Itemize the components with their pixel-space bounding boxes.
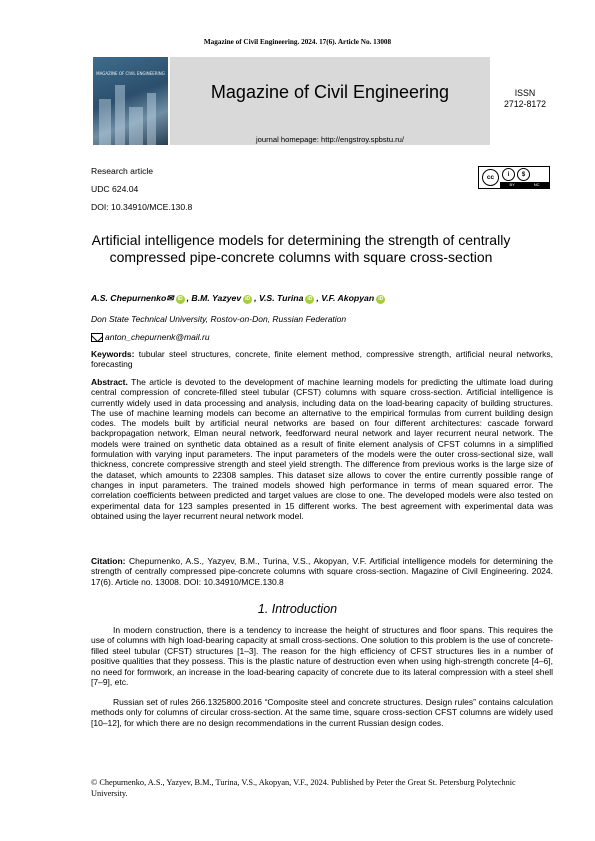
cc-nc-label: NC [533, 182, 540, 187]
affiliation: Don State Technical University, Rostov-on-Don, Russian Federation [91, 314, 347, 324]
issn-block [496, 88, 554, 110]
keywords [91, 349, 553, 370]
keywords-text: tubular steel structures, concrete, finite element method, compressive strength, artificial neural networks, forecasting [91, 349, 553, 370]
journal-homepage-link[interactable]: journal homepage: http://engstroy.spbstu.ru/ [255, 135, 405, 144]
citation [91, 556, 553, 587]
envelope-icon [91, 333, 103, 342]
author-list: A.S. Chepurnenko✉ iD , B.M. Yazyev iD , V.S. Turina iD , V.F. Akopyan iD [91, 293, 384, 303]
cover-title: MAGAZINE OF CIVIL ENGINEERING [96, 71, 165, 76]
author-4: V.F. Akopyan [321, 293, 375, 303]
journal-title: Magazine of Civil Engineering [210, 82, 450, 102]
author-2: B.M. Yazyev [191, 293, 242, 303]
intro-paragraph-1: In modern construction, there is a tendency to increase the height of structures and floor spans. This requires the use of columns with high load-bearing capacity at small cross-sections. One solution to this problem is the use of concrete-filled steel tubular (CFST) structures [1–3]. The reason for the high efficiency of CFST structures lies in a number of positive qualities that they possess. This is the plastic nature of destruction even when using high-strength concrete [4–6], no need for formwork, an increase in the load-bearing capacity of concrete due to its lateral compression with a steel shell [7–9], etc. [91, 625, 553, 688]
issn-label: ISSN [514, 88, 536, 98]
article-type: Research article [91, 166, 154, 176]
running-head: Magazine of Civil Engineering. 2024. 17(6). Article No. 13008 [203, 38, 392, 46]
orcid-icon[interactable]: iD [177, 296, 183, 302]
cc-by-label: BY [509, 182, 515, 187]
attribution-icon: i [502, 168, 515, 181]
corresponding-email [91, 332, 210, 342]
copyright-footer: © Chepurnenko, A.S., Yazyev, B.M., Turina, V.S., Akopyan, V.F., 2024. Published by Peter the Great St. Petersburg Polytechnic University. [91, 778, 516, 798]
email-address[interactable]: anton_chepurnenk@mail.ru [105, 332, 210, 342]
abstract-text: The article is devoted to the development of machine learning models for predicting the ultimate load during central compression of concrete-filled steel tubular (CFST) columns with square cross-section. Artificial intelligence is currently widely used in data processing and analysis, including data on the load-bearing capacity of building structures. The use of machine learning models can become an alternative to the empirical formulas from current building design codes. The models built by artificial neural networks are based on four different architectures: cascade forward backpropagation network, Elman neural network, feedforward neural network and layer recurrent neural network. The models were trained on synthetic data obtained as a result of finite element analysis of CFST columns in a simplified formulation with varying input parameters. The input parameters of the models were the outer cross-sectional size, wall thickness, concrete compressive strength and steel yield strength. The difference from previous works is the large size of the dataset, which amounts to 22308 samples. This dataset size allows to cover the entire currently possible range of changes in input parameters. The trained models showed high performance in terms of mean squared error. The correlation coefficients between predicted and target values are close to one. The developed models were also tested on experimental data for 123 samples presented in 15 different works. The best agreement with experimental data was obtained using the layer recurrent neural network model. [91, 377, 553, 521]
article-title: Artificial intelligence models for determining the strength of centrally compressed pipe-concrete columns with square cross-section [91, 232, 511, 265]
journal-cover-image [93, 57, 168, 145]
noncommercial-icon: $ [517, 168, 530, 181]
abstract [91, 377, 553, 521]
udc-code: UDC 624.04 [91, 184, 139, 194]
cc-license-badge[interactable] [478, 166, 550, 189]
journal-banner [170, 57, 490, 145]
intro-paragraph-2: Russian set of rules 266.1325800.2016 “Composite steel and concrete structures. Design rules” contains calculation methods only for columns of circular cross-section. At the same time, square cross-section CFST columns are widely used [10–12], for which there are no design recommendations in the current Russian design codes. [91, 697, 553, 728]
citation-label: Citation: [91, 556, 126, 566]
doi[interactable]: DOI: 10.34910/MCE.130.8 [91, 202, 193, 212]
section-heading: 1. Introduction [257, 602, 338, 616]
author-1: A.S. Chepurnenko [91, 293, 167, 303]
author-3: V.S. Turina [259, 293, 304, 303]
email-icon: ✉ [166, 293, 174, 303]
citation-text: Chepurnenko, A.S., Yazyev, B.M., Turina, V.S., Akopyan, V.F. Artificial intelligence models for determining the strength of centrally compressed pipe-concrete columns with square cross-section. Magazine of Civil Engineering. 2024. 17(6). Article no. 13008. DOI: 10.34910/MCE.130.8 [91, 556, 553, 587]
abstract-label: Abstract. [91, 377, 128, 387]
issn-number: 2712-8172 [503, 99, 547, 109]
cc-icon: cc [482, 169, 499, 186]
orcid-icon[interactable]: iD [307, 296, 313, 302]
orcid-icon[interactable]: iD [378, 296, 384, 302]
orcid-icon[interactable]: iD [245, 296, 251, 302]
keywords-label: Keywords: [91, 349, 135, 359]
